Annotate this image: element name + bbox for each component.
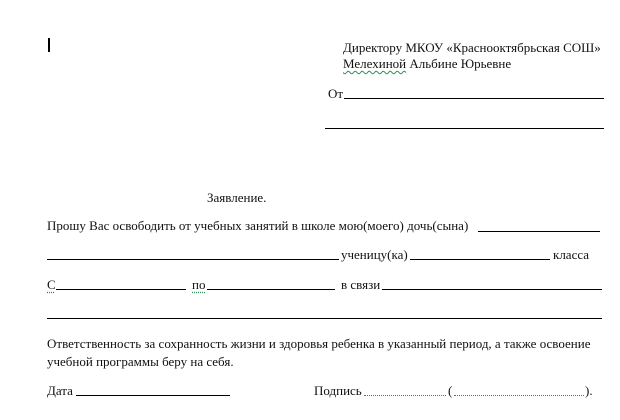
student-label: ученицу(ка) <box>341 247 408 262</box>
child-name-line-2 <box>47 259 339 260</box>
addressee-line-1: Директору МКОУ «Краснооктябрьская СОШ» <box>343 40 601 55</box>
reason-line-2 <box>47 318 602 319</box>
to-date-line <box>207 289 335 290</box>
date-label: Дата <box>47 383 73 398</box>
open-paren: ( <box>448 383 453 398</box>
addressee-surname: Мелехиной <box>343 56 407 71</box>
from-label: От <box>328 86 344 101</box>
from-date-line <box>56 289 186 290</box>
class-label: класса <box>553 247 590 262</box>
request-text: Прошу Вас освободить от учебных занятий в школе мою(моего) дочь(сына) <box>47 218 469 233</box>
signature-line <box>364 395 446 396</box>
signature-label: Подпись <box>314 383 362 398</box>
date-line <box>76 395 230 396</box>
reason-label: в связи <box>341 277 381 292</box>
text-cursor <box>48 38 50 52</box>
close-paren: ). <box>585 383 593 398</box>
from-date-label: С <box>47 277 56 292</box>
from-name-line-2 <box>325 128 604 129</box>
document-title: Заявление. <box>207 190 267 205</box>
reason-line <box>382 289 602 290</box>
responsibility-line-1: Ответственность за сохранность жизни и здоровья ребенка в указанный период, а также освоение <box>47 336 591 351</box>
addressee-given-names: Альбине Юрьевне <box>406 56 512 71</box>
from-name-line <box>344 98 604 99</box>
class-number-line <box>410 259 550 260</box>
child-name-line <box>478 231 600 232</box>
addressee-line-2 <box>343 56 511 72</box>
responsibility-line-2: учебной программы беру на себя. <box>47 354 234 369</box>
signature-transcript-line <box>454 395 584 396</box>
to-date-label: по <box>192 277 206 292</box>
